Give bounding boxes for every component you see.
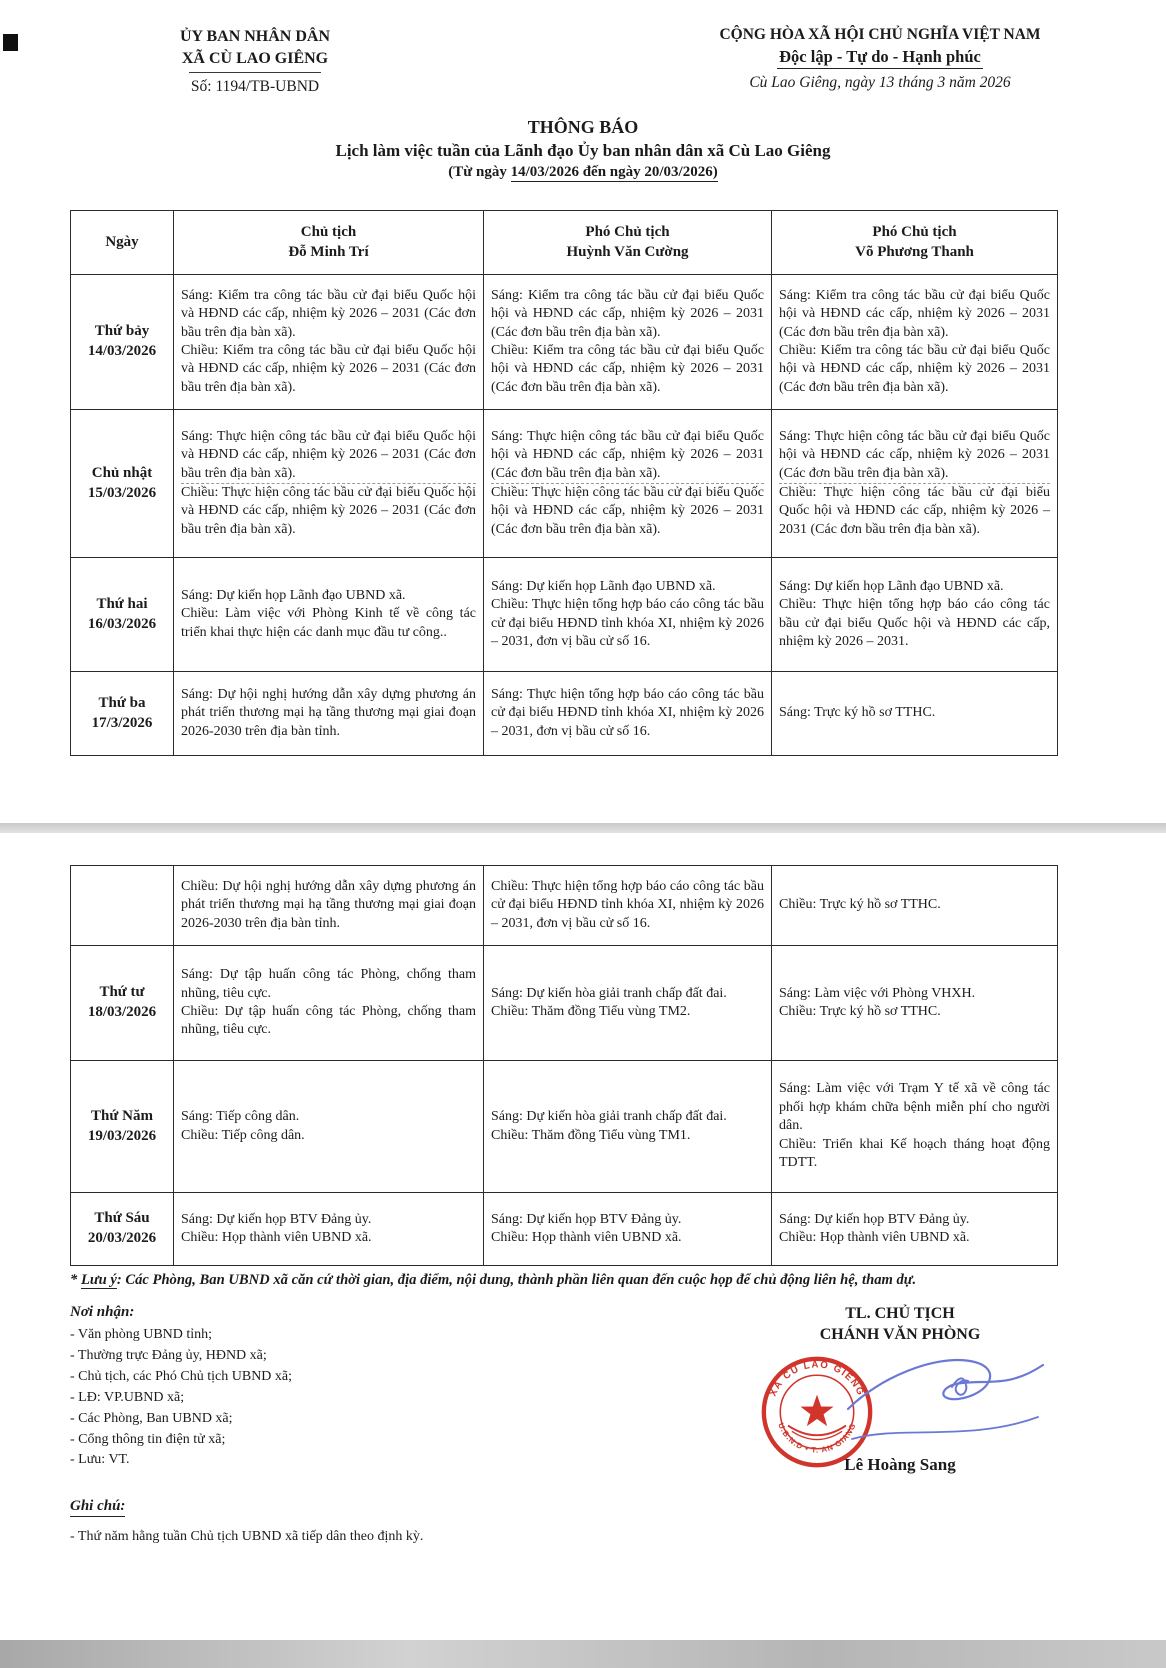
day-date: 14/03/2026 [87, 343, 157, 359]
schedule-cell [772, 410, 1058, 558]
day-cell [71, 672, 174, 756]
country-title: CỘNG HÒA XÃ HỘI CHỦ NGHĨA VIỆT NAM [719, 26, 1041, 43]
vice2-role: Phó Chủ tịch [872, 223, 957, 240]
recipients-block [70, 1304, 500, 1472]
schedule-cell [174, 558, 484, 672]
schedule-cell [174, 1061, 484, 1193]
afternoon-activity: Chiều: Thực hiện công tác bầu cử đại biểu Quốc hội và HĐND các cấp, nhiệm kỳ 2026 – 2031 (Các đơn bầu trên địa bàn xã). [491, 485, 764, 537]
seal-text-top: XÃ CÙ LAO GIÊNG [767, 1359, 867, 1399]
day-name: Chủ nhật [91, 464, 153, 481]
doc-subject-title: Lịch làm việc tuần của Lãnh đạo Ủy ban nhân dân xã Cù Lao Giêng [335, 141, 831, 160]
schedule-cell [174, 946, 484, 1061]
schedule-cell [772, 275, 1058, 410]
schedule-table-page1 [70, 210, 1058, 756]
vice2-name: Võ Phương Thanh [855, 243, 974, 260]
schedule-cell [772, 558, 1058, 672]
morning-activity: Sáng: Làm việc với Phòng VHXH. [779, 985, 976, 1001]
morning-activity: Sáng: Dự kiến họp Lãnh đạo UBND xã. [491, 578, 716, 594]
morning-activity: Sáng: Thực hiện tổng hợp báo cáo công tác bầu cử đại biểu HĐND tỉnh khóa XI, nhiệm kỳ 2026 – 2031, đơn vị bầu cử số 16. [491, 686, 764, 739]
handwritten-signature [840, 1347, 1050, 1452]
header-day-cell [71, 211, 174, 275]
schedule-cell [484, 275, 772, 410]
day-cell [71, 558, 174, 672]
schedule-cell [484, 558, 772, 672]
schedule-cell [174, 866, 484, 946]
signer-role: CHÁNH VĂN PHÒNG [819, 1326, 981, 1343]
scan-corner-mark [3, 34, 18, 51]
document-number: Số: 1194/TB-UBND [190, 78, 320, 96]
table-row [71, 275, 1058, 410]
vice1-role: Phó Chủ tịch [585, 223, 670, 240]
table-row [71, 410, 1058, 558]
morning-activity: Sáng: Kiểm tra công tác bầu cử đại biểu Quốc hội và HĐND các cấp, nhiệm kỳ 2026 – 2031 (Các đơn bầu trên địa bàn xã). [491, 287, 764, 340]
afternoon-activity: Chiều: Họp thành viên UBND xã. [491, 1230, 682, 1245]
day-cell [71, 1061, 174, 1193]
seal-text-bottom: U.B.N.D • T. AN GIANG [776, 1421, 858, 1455]
chairman-role: Chủ tịch [300, 223, 357, 240]
recipient-item: - LĐ: VP.UBND xã; [70, 1389, 185, 1405]
page-break-band [0, 823, 1166, 833]
note-text: : Các Phòng, Ban UBND xã căn cứ thời gian, địa điểm, nội dung, thành phần liên quan đến cuộc họp để chủ động liên hệ, tham dự. [116, 1272, 917, 1288]
day-date: 16/03/2026 [87, 615, 157, 632]
day-cell [71, 275, 174, 410]
table-row [71, 672, 1058, 756]
schedule-cell [174, 672, 484, 756]
date-range-prefix: (Từ ngày [448, 164, 511, 180]
authority-line2: XÃ CÙ LAO GIÊNG [181, 49, 329, 67]
signer-name: Lê Hoàng Sang [844, 1455, 956, 1474]
header-chairman-cell [174, 211, 484, 275]
morning-activity: Sáng: Dự tập huấn công tác Phòng, chống tham nhũng, tiêu cực. [181, 967, 476, 1001]
morning-activity: Sáng: Dự kiến hòa giải tranh chấp đất đai. [491, 1109, 727, 1125]
morning-activity: Sáng: Dự kiến họp Lãnh đạo UBND xã. [779, 578, 1004, 594]
schedule-cell [484, 866, 772, 946]
morning-activity: Sáng: Dự kiến họp BTV Đảng ủy. [491, 1211, 682, 1227]
schedule-cell [772, 1061, 1058, 1193]
date-range-underlined: 14/03/2026 đến ngày 20/03/2026) [510, 164, 718, 180]
schedule-cell [772, 866, 1058, 946]
national-heading-block [650, 26, 1110, 92]
day-date: 18/03/2026 [87, 1004, 157, 1020]
doc-date-range [0, 164, 1166, 181]
schedule-cell [772, 672, 1058, 756]
day-date: 19/03/2026 [87, 1127, 157, 1144]
afternoon-activity: Chiều: Thăm đồng Tiểu vùng TM1. [491, 1127, 691, 1143]
afternoon-activity: Chiều: Kiểm tra công tác bầu cử đại biểu Quốc hội và HĐND các cấp, nhiệm kỳ 2026 – 2031 (Các đơn bầu trên địa bàn xã). [181, 343, 476, 395]
afternoon-activity: Chiều: Thực hiện tổng hợp báo cáo công tác bầu cử đại biểu HĐND tỉnh khóa XI, nhiệm kỳ 2026 – 2031, đơn vị bầu cử số 16. [491, 878, 764, 931]
afternoon-activity: Chiều: Thực hiện tổng hợp báo cáo công tác bầu cử đại biểu Quốc hội và HĐND các cấp, nhiệm kỳ 2026 – 2031. [779, 597, 1050, 649]
afternoon-activity: Chiều: Thực hiện công tác bầu cử đại biểu Quốc hội và HĐND các cấp, nhiệm kỳ 2026 – 2031 (Các đơn bầu trên địa bàn xã). [181, 485, 476, 537]
document-title-block [0, 117, 1166, 181]
morning-activity: Sáng: Dự kiến họp BTV Đảng ủy. [181, 1211, 372, 1227]
morning-activity: Sáng: Dự hội nghị hướng dẫn xây dựng phương án phát triển thương mại hạ tầng thương mại giai đoạn 2026-2030 trên địa bàn tỉnh. [181, 686, 476, 739]
afternoon-activity: Chiều: Làm việc với Phòng Kinh tế về công tác triển khai thực hiện các danh mục đầu tư công.. [181, 606, 476, 640]
day-name: Thứ Sáu [94, 1210, 150, 1227]
day-date: 15/03/2026 [87, 484, 157, 501]
afternoon-activity: Chiều: Dự tập huấn công tác Phòng, chống tham nhũng, tiêu cực. [181, 1004, 476, 1038]
recipient-item: - Thường trực Đảng ủy, HĐND xã; [70, 1347, 267, 1363]
issuing-authority-block [90, 26, 420, 96]
footnote-block [70, 1498, 670, 1545]
morning-activity: Sáng: Dự kiến họp BTV Đảng ủy. [779, 1211, 970, 1227]
morning-activity: Sáng: Làm việc với Trạm Y tế xã về công tác phối hợp khám chữa bệnh miễn phí cho người dân. [779, 1081, 1050, 1134]
afternoon-activity: Chiều: Kiểm tra công tác bầu cử đại biểu Quốc hội và HĐND các cấp, nhiệm kỳ 2026 – 2031 (Các đơn bầu trên địa bàn xã). [491, 343, 764, 395]
morning-activity: Sáng: Dự kiến hòa giải tranh chấp đất đai. [491, 985, 727, 1001]
schedule-cell [484, 410, 772, 558]
recipients-list [70, 1326, 500, 1469]
schedule-cell [484, 946, 772, 1061]
day-cell [71, 410, 174, 558]
note-label: Lưu ý [80, 1272, 117, 1288]
note-prefix: * [70, 1272, 81, 1288]
schedule-cell [484, 672, 772, 756]
attention-note [70, 1272, 1065, 1289]
afternoon-activity: Chiều: Thực hiện công tác bầu cử đại biểu Quốc hội và HĐND các cấp, nhiệm kỳ 2026 – 2031 (Các đơn bầu trên địa bàn xã). [779, 485, 1050, 537]
table-row [71, 1193, 1058, 1266]
place-dateline: Cù Lao Giêng, ngày 13 tháng 3 năm 2026 [749, 74, 1011, 91]
morning-activity: Sáng: Kiểm tra công tác bầu cử đại biểu Quốc hội và HĐND các cấp, nhiệm kỳ 2026 – 2031 (Các đơn bầu trên địa bàn xã). [779, 287, 1050, 340]
morning-activity: Sáng: Dự kiến họp Lãnh đạo UBND xã. [181, 587, 406, 603]
table-row-continuation [71, 866, 1058, 946]
scan-edge-band [0, 1640, 1166, 1668]
table-row [71, 558, 1058, 672]
day-name: Thứ tư [99, 984, 145, 1001]
day-name: Thứ ba [98, 694, 146, 711]
morning-activity: Sáng: Kiểm tra công tác bầu cử đại biểu Quốc hội và HĐND các cấp, nhiệm kỳ 2026 – 2031 (Các đơn bầu trên địa bàn xã). [181, 287, 476, 340]
day-name: Thứ hai [96, 595, 148, 612]
day-name: Thứ bảy [94, 323, 150, 340]
day-cell-empty [71, 866, 174, 946]
footnote-header: Ghi chú: [70, 1498, 125, 1517]
footnote-item: - Thứ năm hằng tuần Chủ tịch UBND xã tiếp dân theo định kỳ. [70, 1529, 424, 1544]
schedule-table-page2 [70, 865, 1058, 1266]
schedule-cell [484, 1061, 772, 1193]
afternoon-activity: Chiều: Kiểm tra công tác bầu cử đại biểu Quốc hội và HĐND các cấp, nhiệm kỳ 2026 – 2031 (Các đơn bầu trên địa bàn xã). [779, 343, 1050, 395]
afternoon-activity: Chiều: Thăm đồng Tiểu vùng TM2. [491, 1004, 691, 1019]
afternoon-activity: Chiều: Họp thành viên UBND xã. [779, 1230, 970, 1245]
afternoon-activity: Chiều: Triển khai Kế hoạch tháng hoạt động TDTT. [779, 1136, 1050, 1171]
authority-divider [189, 72, 321, 73]
recipient-item: - Các Phòng, Ban UBND xã; [70, 1410, 233, 1426]
signature-block [690, 1305, 1110, 1474]
morning-activity: Sáng: Trực ký hồ sơ TTHC. [779, 705, 936, 721]
schedule-cell [174, 410, 484, 558]
doc-type-title: THÔNG BÁO [527, 117, 639, 137]
header-day-label: Ngày [105, 233, 139, 250]
authority-line1: ỦY BAN NHÂN DÂN [179, 28, 331, 45]
table-row [71, 946, 1058, 1061]
afternoon-activity: Chiều: Họp thành viên UBND xã. [181, 1230, 372, 1245]
recipient-item: - Lưu: VT. [70, 1452, 130, 1468]
schedule-cell [174, 1193, 484, 1266]
afternoon-activity: Chiều: Trực ký hồ sơ TTHC. [779, 1004, 941, 1019]
afternoon-activity: Chiều: Trực ký hồ sơ TTHC. [779, 897, 941, 913]
signer-authority: TL. CHỦ TỊCH [845, 1305, 955, 1322]
day-cell [71, 946, 174, 1061]
table-row [71, 1061, 1058, 1193]
afternoon-activity: Chiều: Thực hiện tổng hợp báo cáo công tác bầu cử đại biểu HĐND tỉnh khóa XI, nhiệm kỳ 2026 – 2031, đơn vị bầu cử số 16. [491, 597, 764, 649]
morning-activity: Sáng: Thực hiện công tác bầu cử đại biểu Quốc hội và HĐND các cấp, nhiệm kỳ 2026 – 2031 (Các đơn bầu trên địa bàn xã). [779, 428, 1050, 481]
recipients-header: Nơi nhận: [70, 1304, 135, 1320]
schedule-cell [772, 946, 1058, 1061]
seal-star [800, 1395, 833, 1427]
schedule-cell [484, 1193, 772, 1266]
vice1-name: Huỳnh Văn Cường [566, 243, 689, 260]
afternoon-activity: Chiều: Tiếp công dân. [181, 1127, 305, 1143]
schedule-cell [772, 1193, 1058, 1266]
header-vice1-cell [484, 211, 772, 275]
day-cell [71, 1193, 174, 1266]
schedule-cell [174, 275, 484, 410]
table-header-row [71, 211, 1058, 275]
national-motto: Độc lập - Tự do - Hạnh phúc [777, 47, 983, 69]
recipient-item: - Chủ tịch, các Phó Chủ tịch UBND xã; [70, 1368, 293, 1384]
afternoon-activity: Chiều: Dự hội nghị hướng dẫn xây dựng phương án phát triển thương mại hạ tầng thương mại giai đoạn 2026-2030 trên địa bàn tỉnh. [181, 878, 476, 931]
recipient-item: - Cổng thông tin điện tử xã; [70, 1431, 226, 1447]
morning-activity: Sáng: Thực hiện công tác bầu cử đại biểu Quốc hội và HĐND các cấp, nhiệm kỳ 2026 – 2031 (Các đơn bầu trên địa bàn xã). [181, 428, 476, 481]
day-name: Thứ Năm [91, 1107, 153, 1124]
day-date: 17/3/2026 [91, 714, 153, 731]
recipient-item: - Văn phòng UBND tỉnh; [70, 1327, 213, 1342]
day-date: 20/03/2026 [87, 1230, 157, 1246]
header-vice2-cell [772, 211, 1058, 275]
morning-activity: Sáng: Thực hiện công tác bầu cử đại biểu Quốc hội và HĐND các cấp, nhiệm kỳ 2026 – 2031 (Các đơn bầu trên địa bàn xã). [491, 428, 764, 481]
morning-activity: Sáng: Tiếp công dân. [181, 1109, 300, 1125]
chairman-name: Đỗ Minh Trí [288, 243, 369, 260]
